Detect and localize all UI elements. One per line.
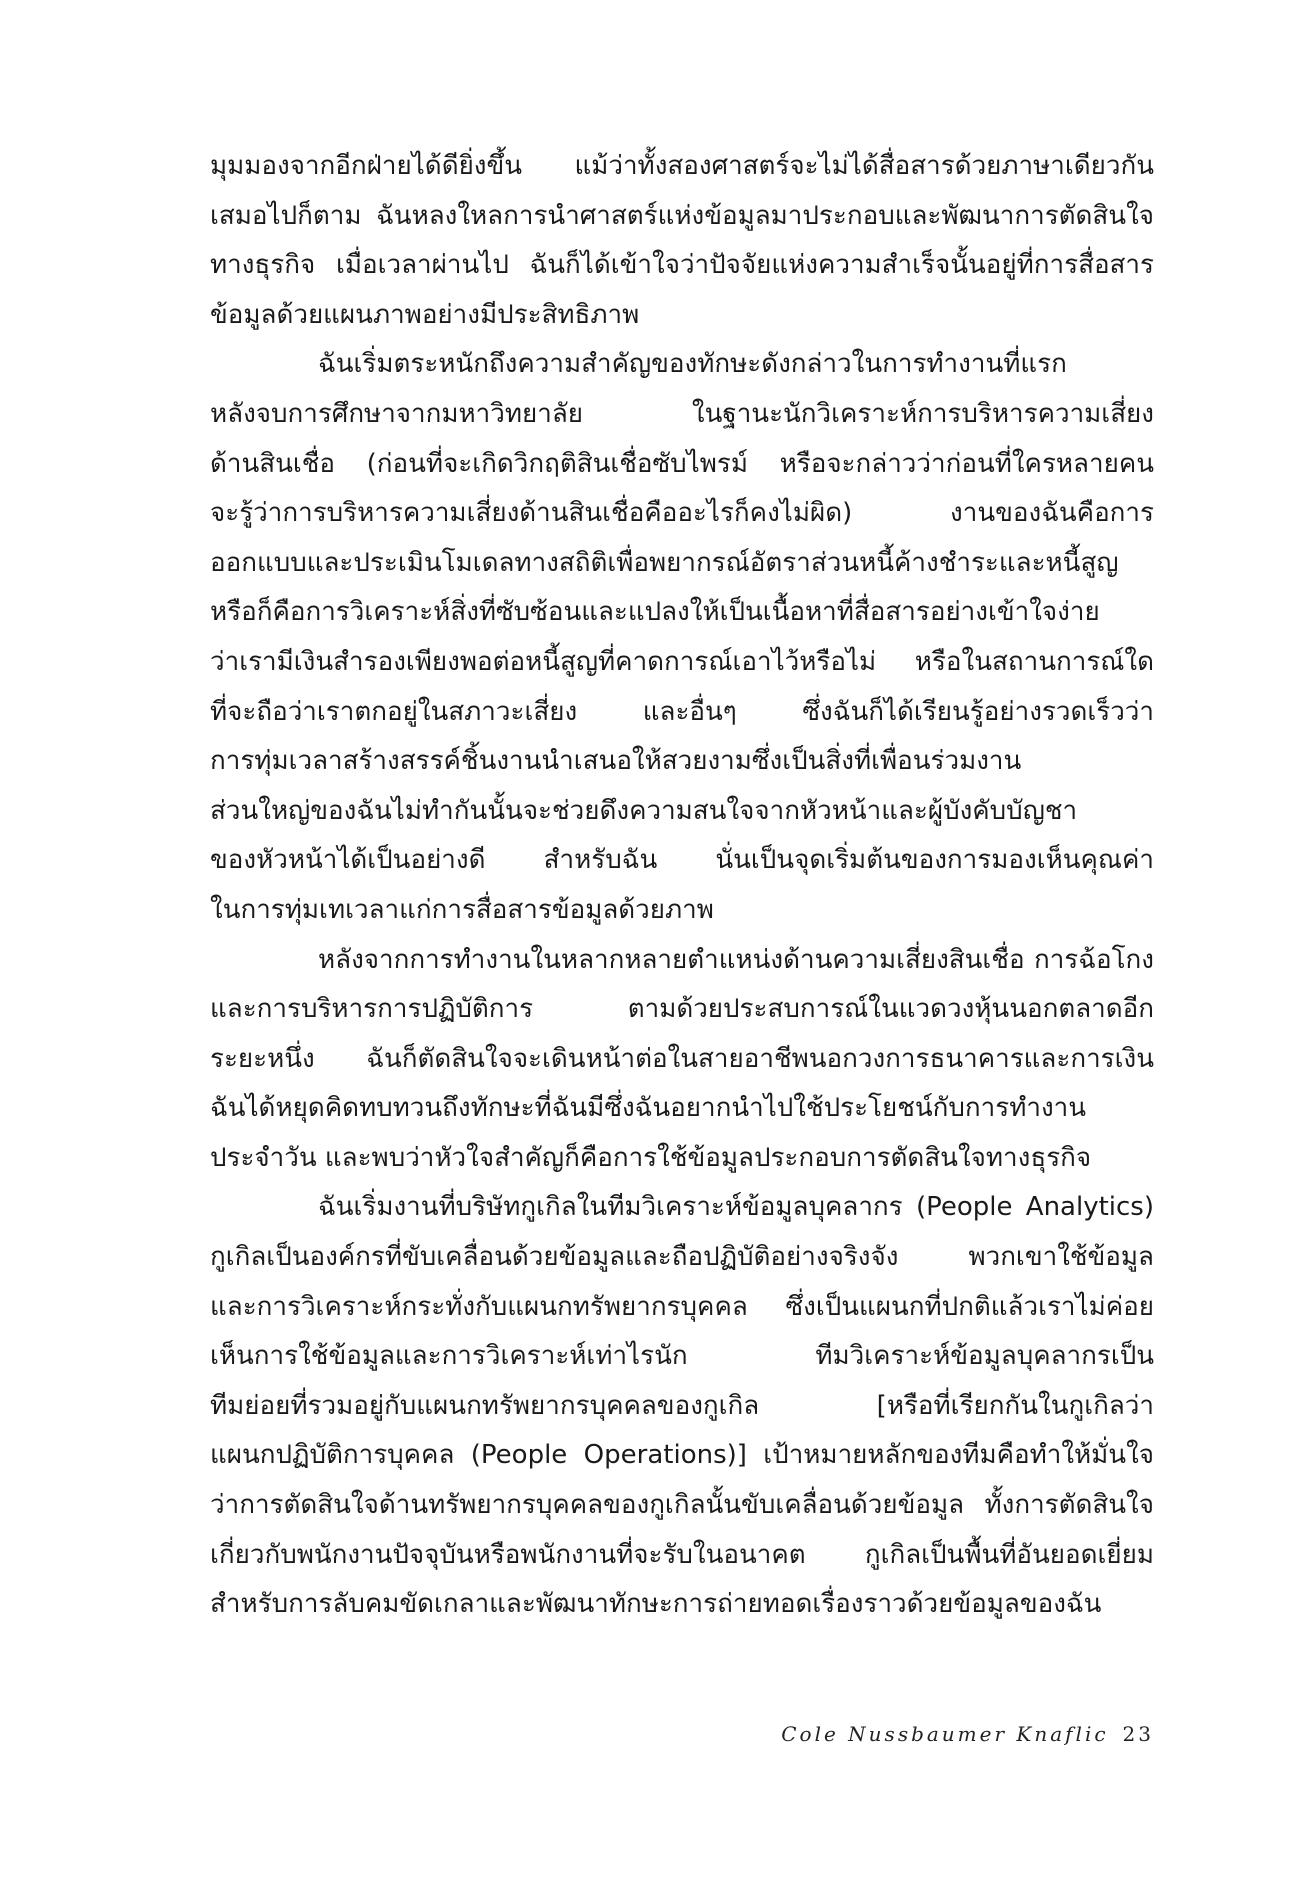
text-line: เกี่ยวกับพนักงานปัจจุบันหรือพนักงานที่จะรับในอนาคต กูเกิลเป็นพื้นที่อันยอดเยี่ยม: [210, 1539, 1154, 1570]
page-body: [210, 142, 1154, 1630]
text-line: ระยะหนึ่ง ฉันก็ตัดสินใจจะเดินหน้าต่อในสายอาชีพนอกวงการธนาคารและการเงิน: [210, 1043, 1154, 1074]
text-line: และการบริหารการปฏิบัติการ ตามด้วยประสบการณ์ในแวดวงหุ้นนอกตลาดอีก: [210, 994, 1154, 1025]
text-line: หลังจบการศึกษาจากมหาวิทยาลัย ในฐานะนักวิเคราะห์การบริหารความเสี่ยง: [210, 398, 1154, 429]
text-line: หลังจากการทำงานในหลากหลายตำแหน่งด้านความเสี่ยงสินเชื่อ การฉ้อโกง: [318, 944, 1154, 975]
text-line: ฉันเริ่มงานที่บริษัทกูเกิลในทีมวิเคราะห์ข้อมูลบุคลากร (People Analytics): [318, 1192, 1154, 1223]
text-line: ทางธุรกิจ เมื่อเวลาผ่านไป ฉันก็ได้เข้าใจว่าปัจจัยแห่งความสำเร็จนั้นอยู่ที่การสื่อสาร: [210, 250, 1154, 281]
text-line: ว่าเรามีเงินสำรองเพียงพอต่อหนี้สูญที่คาดการณ์เอาไว้หรือไม่ หรือในสถานการณ์ใด: [210, 646, 1154, 677]
text-line: ข้อมูลด้วยแผนภาพอย่างมีประสิทธิภาพ: [210, 299, 640, 330]
text-line: กูเกิลเป็นองค์กรที่ขับเคลื่อนด้วยข้อมูลและถือปฏิบัติอย่างจริงจัง พวกเขาใช้ข้อมูล: [210, 1242, 1154, 1273]
running-footer: [781, 1722, 1154, 1746]
paragraph: [210, 142, 1154, 340]
text-line: ที่จะถือว่าเราตกอยู่ในสภาวะเสี่ยง และอื่นๆ ซึ่งฉันก็ได้เรียนรู้อย่างรวดเร็วว่า: [210, 696, 1154, 727]
author-name: Cole Nussbaumer Knaflic: [781, 1722, 1109, 1746]
text-line: สำหรับการลับคมขัดเกลาและพัฒนาทักษะการถ่ายทอดเรื่องราวด้วยข้อมูลของฉัน: [210, 1589, 1102, 1620]
paragraph: [210, 1183, 1154, 1629]
text-line: ว่าการตัดสินใจด้านทรัพยากรบุคคลของกูเกิลนั้นขับเคลื่อนด้วยข้อมูล ทั้งการตัดสินใจ: [210, 1490, 1154, 1521]
text-line: และการวิเคราะห์กระทั่งกับแผนกทรัพยากรบุคคล ซึ่งเป็นแผนกที่ปกติแล้วเราไม่ค่อย: [210, 1291, 1154, 1322]
text-line: จะรู้ว่าการบริหารความเสี่ยงด้านสินเชื่อคืออะไรก็คงไม่ผิด) งานของฉันคือการ: [210, 498, 1154, 529]
text-line: หรือก็คือการวิเคราะห์สิ่งที่ซับซ้อนและแปลงให้เป็นเนื้อหาที่สื่อสารอย่างเข้าใจง่าย: [210, 597, 1100, 628]
text-line: ส่วนใหญ่ของฉันไม่ทำกันนั้นจะช่วยดึงความสนใจจากหัวหน้าและผู้บังคับบัญชา: [210, 795, 1078, 826]
text-line: เสมอไปก็ตาม ฉันหลงใหลการนำศาสตร์แห่งข้อมูลมาประกอบและพัฒนาการตัดสินใจ: [210, 200, 1154, 231]
page-number: 23: [1122, 1722, 1154, 1746]
text-line: มุมมองจากอีกฝ่ายได้ดียิ่งขึ้น แม้ว่าทั้งสองศาสตร์จะไม่ได้สื่อสารด้วยภาษาเดียวกัน: [210, 151, 1154, 181]
text-line: ประจำวัน และพบว่าหัวใจสำคัญก็คือการใช้ข้อมูลประกอบการตัดสินใจทางธุรกิจ: [210, 1142, 1092, 1173]
text-line: ฉันเริ่มตระหนักถึงความสำคัญของทักษะดังกล่าวในการทำงานที่แรก: [318, 349, 1067, 380]
text-line: ด้านสินเชื่อ (ก่อนที่จะเกิดวิกฤติสินเชื่อซับไพรม์ หรือจะกล่าวว่าก่อนที่ใครหลายคน: [210, 448, 1154, 479]
paragraph: [210, 340, 1154, 935]
text-line: ออกแบบและประเมินโมเดลทางสถิติเพื่อพยากรณ์อัตราส่วนหนี้ค้างชำระและหนี้สูญ: [210, 547, 1119, 578]
paragraph: [210, 936, 1154, 1184]
text-line: ทีมย่อยที่รวมอยู่กับแผนกทรัพยากรบุคคลของกูเกิล [หรือที่เรียกกันในกูเกิลว่า: [210, 1390, 1154, 1421]
text-line: แผนกปฏิบัติการบุคคล (People Operations)] เป้าหมายหลักของทีมคือทำให้มั่นใจ: [210, 1440, 1154, 1471]
text-line: ฉันได้หยุดคิดทบทวนถึงทักษะที่ฉันมีซึ่งฉันอยากนำไปใช้ประโยชน์กับการทำงาน: [210, 1093, 1087, 1124]
text-line: เห็นการใช้ข้อมูลและการวิเคราะห์เท่าไรนัก ทีมวิเคราะห์ข้อมูลบุคลากรเป็น: [210, 1341, 1154, 1372]
text-line: ของหัวหน้าได้เป็นอย่างดี สำหรับฉัน นั่นเป็นจุดเริ่มต้นของการมองเห็นคุณค่า: [210, 845, 1154, 876]
text-line: ในการทุ่มเทเวลาแก่การสื่อสารข้อมูลด้วยภาพ: [210, 894, 714, 925]
text-line: การทุ่มเวลาสร้างสรรค์ชิ้นงานนำเสนอให้สวยงามซึ่งเป็นสิ่งที่เพื่อนร่วมงาน: [210, 746, 1022, 777]
